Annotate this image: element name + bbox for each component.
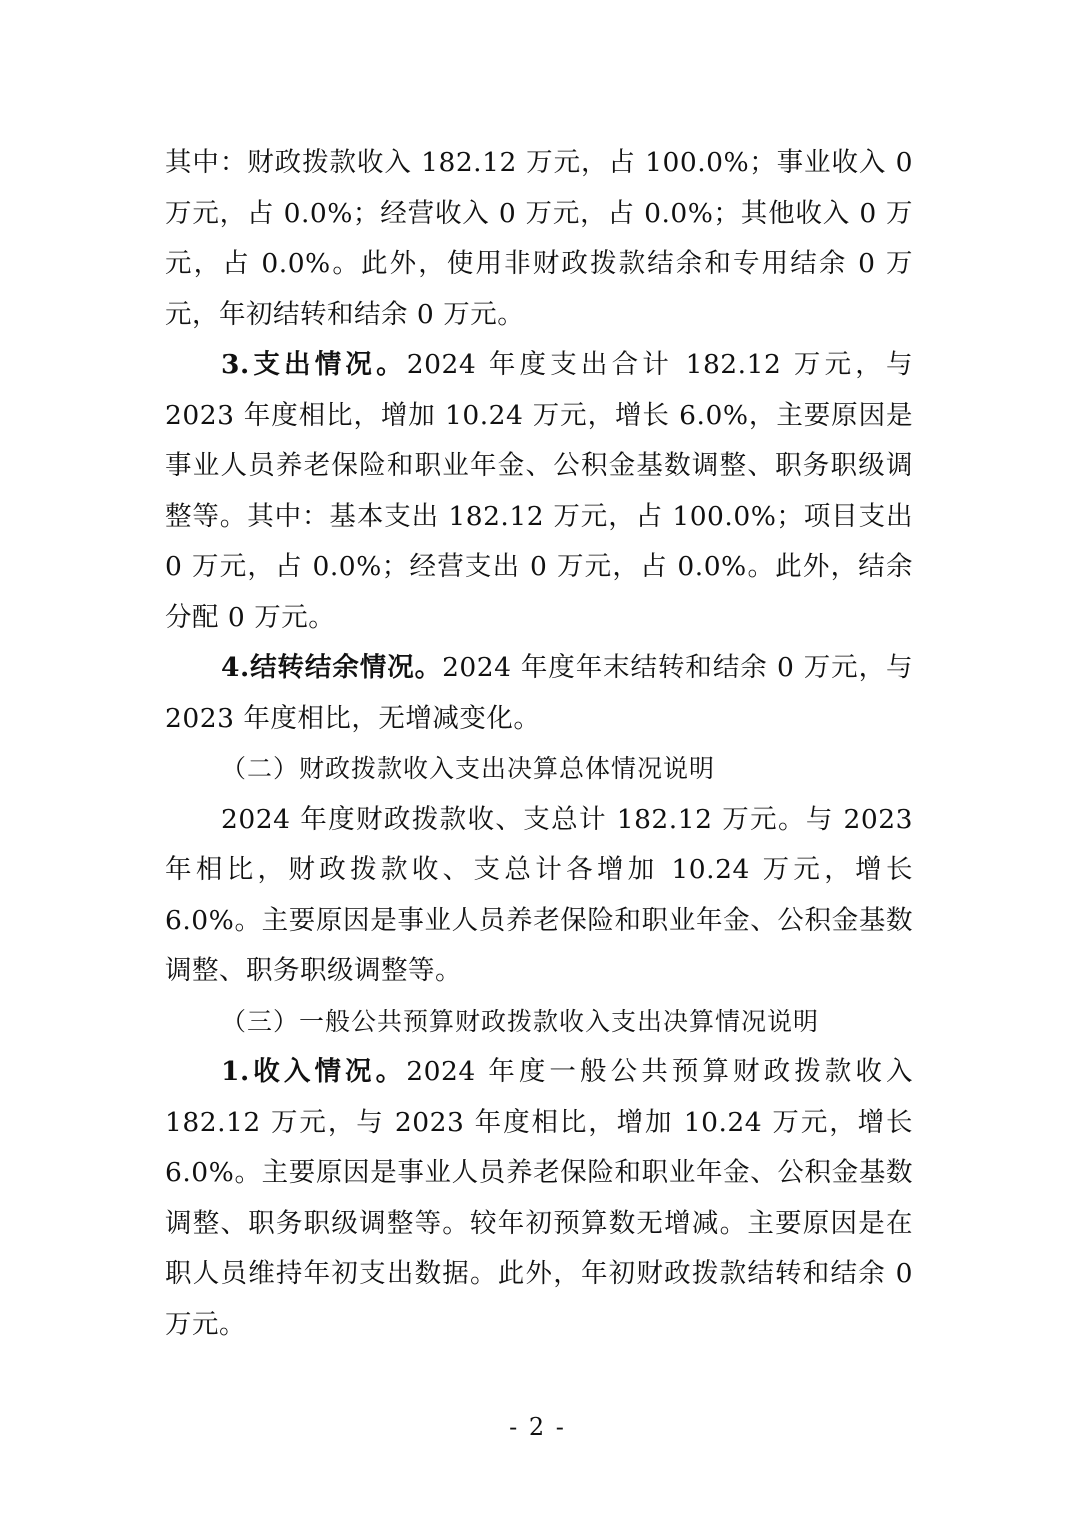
paragraph-text: 其中：财政拨款收入 182.12 万元，占 100.0%；事业收入 0 万元，占 0.0%；经营收入 0 万元，占 0.0%；其他收入 0 万元，占 0.0%。此外，使用非财政拨款结余和专用结余 0 万元，年初结转和结余 0 万元。 bbox=[165, 147, 913, 330]
paragraph-income-breakdown bbox=[165, 138, 913, 340]
paragraph-fiscal-overall bbox=[165, 795, 913, 997]
heading-text: （三）一般公共预算财政拨款收入支出决算情况说明 bbox=[221, 1006, 820, 1036]
paragraph-carryover bbox=[165, 643, 913, 744]
paragraph-text: 2024 年度一般公共预算财政拨款收入 182.12 万元，与 2023 年度相比，增加 10.24 万元，增长 6.0%。主要原因是事业人员养老保险和职业年金、公积金基数调整、职务职级调整等。较年初预算数无增减。主要原因是在职人员维持年初支出数据。此外，年初财政拨款结转和结余 0 万元。 bbox=[165, 1056, 913, 1340]
heading-text: （二）财政拨款收入支出决算总体情况说明 bbox=[221, 754, 716, 783]
page-number: - 2 - bbox=[509, 1413, 566, 1441]
paragraph-general-budget-income bbox=[165, 1047, 913, 1350]
section-lead-carryover: 4.结转结余情况。 bbox=[221, 652, 443, 683]
section-lead-expenditure: 3.支出情况。 bbox=[221, 349, 407, 380]
paragraph-expenditure bbox=[165, 340, 913, 643]
section-lead-income: 1.收入情况。 bbox=[221, 1056, 407, 1087]
section-heading-general-budget bbox=[165, 997, 913, 1048]
paragraph-text: 2024 年度年末结转和结余 0 万元，与 2023 年度相比，无增减变化。 bbox=[165, 652, 913, 734]
section-heading-fiscal-overall bbox=[165, 744, 913, 795]
paragraph-text: 2024 年度财政拨款收、支总计 182.12 万元。与 2023 年相比，财政拨款收、支总计各增加 10.24 万元，增长 6.0%。主要原因是事业人员养老保险和职业年金、公积金基数调整、职务职级调整等。 bbox=[165, 803, 913, 986]
paragraph-text: 2024 年度支出合计 182.12 万元，与 2023 年度相比，增加 10.24 万元，增长 6.0%，主要原因是事业人员养老保险和职业年金、公积金基数调整、职务职级调整等。其中：基本支出 182.12 万元，占 100.0%；项目支出 0 万元，占 0.0%；经营支出 0 万元，占 0.0%。此外，结余分配 0 万元。 bbox=[165, 349, 913, 633]
document-body bbox=[165, 138, 913, 1350]
